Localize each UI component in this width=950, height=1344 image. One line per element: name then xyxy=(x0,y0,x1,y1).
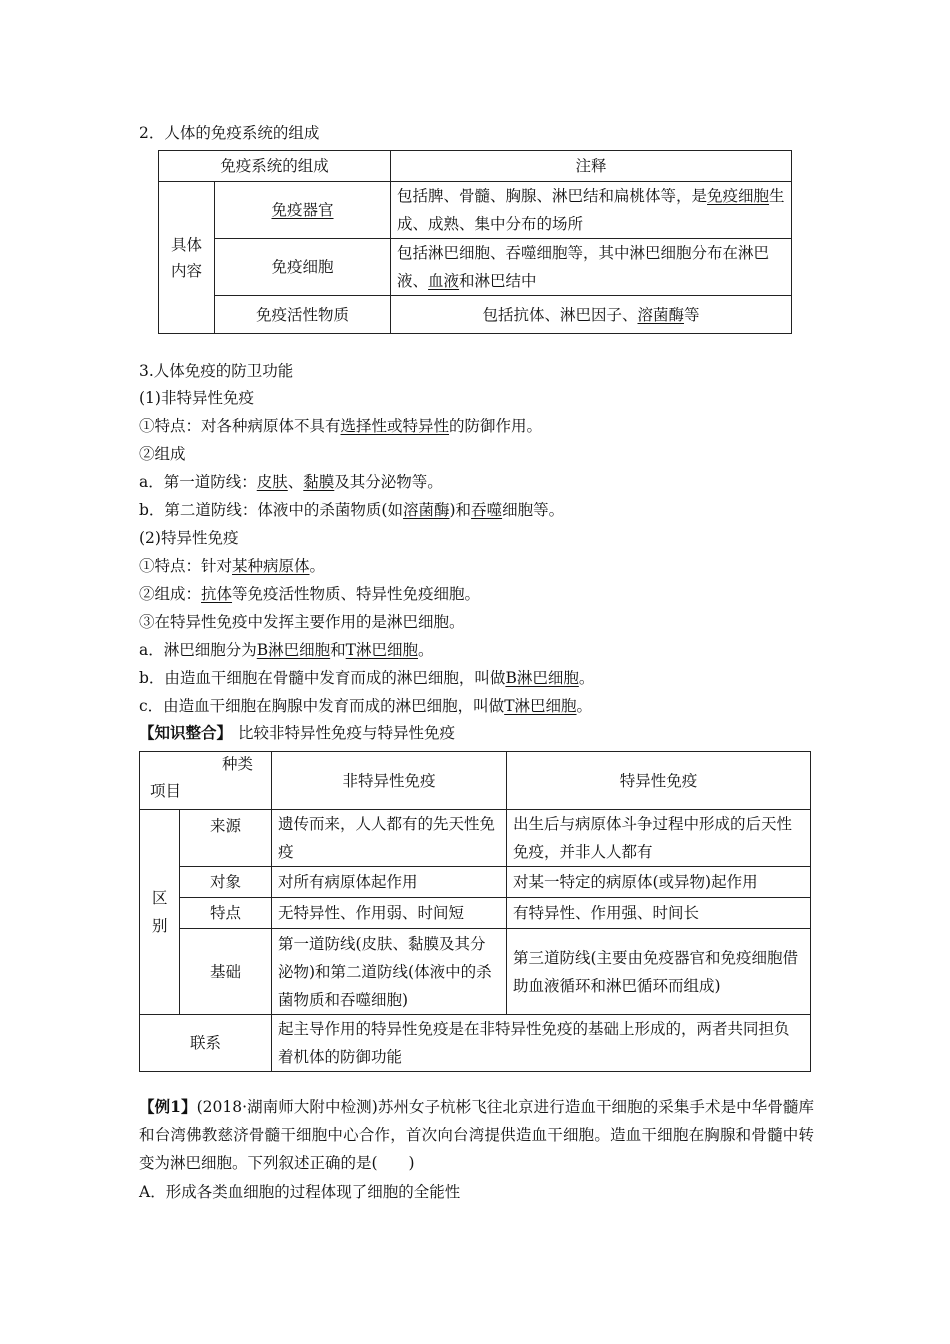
group-label: 区别 xyxy=(140,810,180,1015)
table-cell: 无特异性、作用弱、时间短 xyxy=(272,898,507,929)
list-item: (2)特异性免疫 xyxy=(139,529,239,547)
list-item: ②组成 xyxy=(139,445,186,463)
table-row-note: 包括淋巴细胞、吞噬细胞等，其中淋巴细胞分布在淋巴液、血液和淋巴结中 xyxy=(391,239,792,296)
example-tag: 【例1】 xyxy=(139,1097,197,1116)
table-corner xyxy=(140,752,272,810)
knowledge-heading xyxy=(139,722,455,744)
list-item: c．由造血干细胞在胸腺中发育而成的淋巴细胞，叫做T淋巴细胞。 xyxy=(139,697,593,715)
table-header-note: 注释 xyxy=(391,151,792,182)
table-row-item: 免疫器官 xyxy=(215,182,391,239)
table-row-item: 基础 xyxy=(180,929,272,1015)
link-label: 联系 xyxy=(140,1015,272,1072)
comparison-table xyxy=(139,751,811,1072)
table-row-item: 特点 xyxy=(180,898,272,929)
list-item: a．第一道防线：皮肤、黏膜及其分泌物等。 xyxy=(139,473,443,491)
col-header-nonspecific: 非特异性免疫 xyxy=(272,752,507,810)
table-row-item: 免疫活性物质 xyxy=(215,296,391,334)
table-row-item: 免疫细胞 xyxy=(215,239,391,296)
table-cell: 出生后与病原体斗争过程中形成的后天性免疫，并非人人都有 xyxy=(507,810,811,867)
list-item: ②组成：抗体等免疫活性物质、特异性免疫细胞。 xyxy=(139,585,481,603)
table-row-note: 包括抗体、淋巴因子、溶菌酶等 xyxy=(391,296,792,334)
group-label: 具体内容 xyxy=(159,182,215,334)
corner-bottom-label: 项目 xyxy=(150,782,182,800)
section2-title: 2．人体的免疫系统的组成 xyxy=(139,124,320,142)
table-cell: 遗传而来，人人都有的先天性免疫 xyxy=(272,810,507,867)
table-cell: 第一道防线(皮肤、黏膜及其分泌物)和第二道防线(体液中的杀菌物质和吞噬细胞) xyxy=(272,929,507,1015)
table-cell: 第三道防线(主要由免疫器官和免疫细胞借助血液循环和淋巴循环而组成) xyxy=(507,929,811,1015)
table-cell: 有特异性、作用强、时间长 xyxy=(507,898,811,929)
table-row-item: 来源 xyxy=(180,810,272,867)
list-item: (1)非特异性免疫 xyxy=(139,389,254,407)
list-item: b．第二道防线：体液中的杀菌物质(如溶菌酶)和吞噬细胞等。 xyxy=(139,501,565,519)
example-paragraph xyxy=(139,1093,814,1177)
list-item: a．淋巴细胞分为B淋巴细胞和T淋巴细胞。 xyxy=(139,641,434,659)
corner-top-label: 种类 xyxy=(221,755,253,773)
list-item: b．由造血干细胞在骨髓中发育而成的淋巴细胞，叫做B淋巴细胞。 xyxy=(139,669,595,687)
immune-system-table xyxy=(158,150,792,334)
list-item: ①特点：针对某种病原体。 xyxy=(139,557,326,575)
col-header-specific: 特异性免疫 xyxy=(507,752,811,810)
table-cell: 对某一特定的病原体(或异物)起作用 xyxy=(507,867,811,898)
table-row-item: 对象 xyxy=(180,867,272,898)
table-cell: 对所有病原体起作用 xyxy=(272,867,507,898)
option-a: A．形成各类血细胞的过程体现了细胞的全能性 xyxy=(139,1183,461,1201)
link-text: 起主导作用的特异性免疫是在非特异性免疫的基础上形成的，两者共同担负着机体的防御功能 xyxy=(272,1015,811,1072)
example-text: (2018·湖南师大附中检测)苏州女子杭彬飞往北京进行造血干细胞的采集手术是中华骨髓库和台湾佛教慈济骨髓干细胞中心合作，首次向台湾提供造血干细胞。造血干细胞在胸腺和骨髓中转变为淋巴细胞。下列叙述正确的是( ) xyxy=(139,1098,814,1172)
list-item: ①特点：对各种病原体不具有选择性或特异性的防御作用。 xyxy=(139,417,543,435)
table-row-note: 包括脾、骨髓、胸腺、淋巴结和扁桃体等，是免疫细胞生成、成熟、集中分布的场所 xyxy=(391,182,792,239)
table-header-composition: 免疫系统的组成 xyxy=(159,151,391,182)
section3-title: 3.人体免疫的防卫功能 xyxy=(139,362,294,380)
knowledge-title: 比较非特异性免疫与特异性免疫 xyxy=(238,724,456,742)
list-item: ③在特异性免疫中发挥主要作用的是淋巴细胞。 xyxy=(139,613,465,631)
knowledge-tag: 【知识整合】 xyxy=(139,723,233,742)
